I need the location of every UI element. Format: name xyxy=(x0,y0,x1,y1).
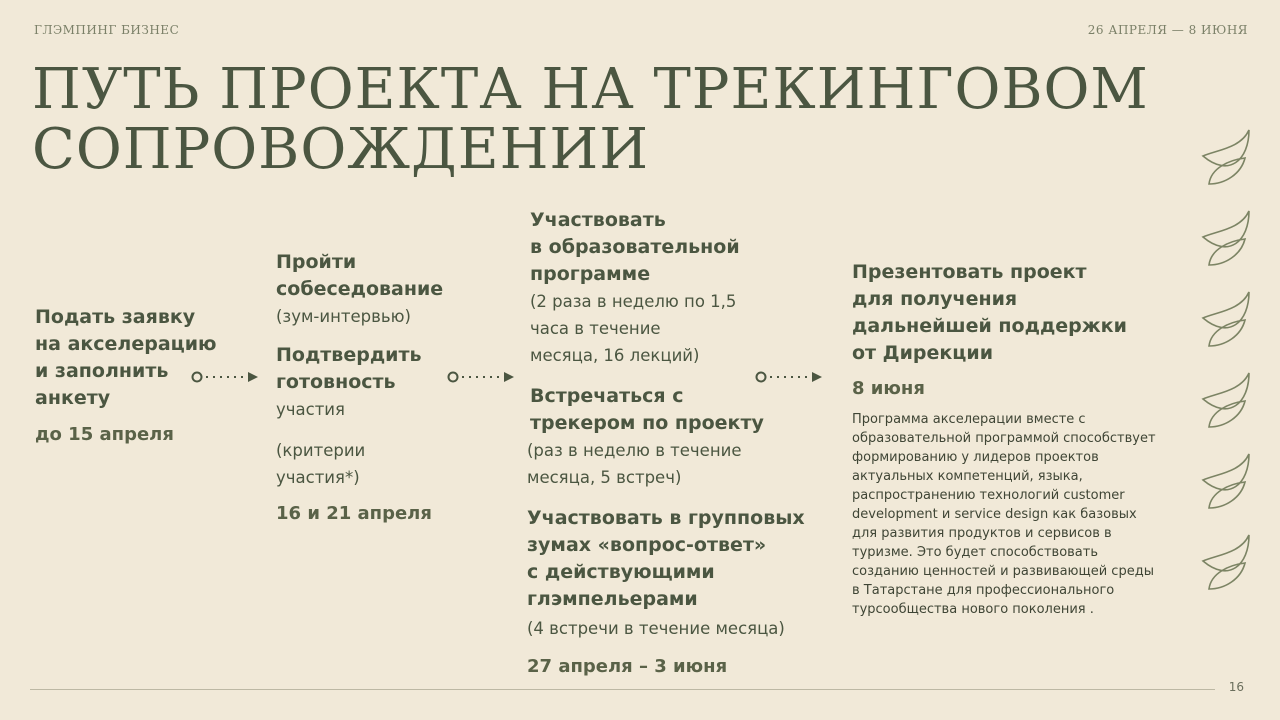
step-apply-date: до 15 апреля xyxy=(35,424,174,445)
step-interview xyxy=(276,249,466,527)
step-presentation-date: 8 июня xyxy=(852,378,925,399)
step-zoom-heading: Участвовать в групповых зумах «вопрос-ответ» с действующими глэмпельерами xyxy=(527,507,805,610)
step-education-note: (2 раза в неделю по 1,5 часа в течение месяца, 16 лекций) xyxy=(530,292,737,365)
date-range-label: 26 АПРЕЛЯ — 8 ИЮНЯ xyxy=(1087,23,1248,37)
brand-label: ГЛЭМПИНГ БИЗНЕС xyxy=(34,23,180,37)
leaf-icon xyxy=(1195,446,1255,511)
step-confirm-note: участия xyxy=(276,400,345,419)
step-tracker-heading: Встречаться с трекером по проекту xyxy=(530,385,764,434)
leaf-icon xyxy=(1195,122,1255,187)
step-interview-date: 16 и 21 апреля xyxy=(276,503,432,524)
dotted-arrow-icon xyxy=(754,370,824,384)
dotted-arrow-icon xyxy=(190,370,260,384)
step-education-date: 27 апреля – 3 июня xyxy=(527,656,728,677)
step-presentation xyxy=(852,259,1192,619)
step-interview-note: (зум-интервью) xyxy=(276,307,411,326)
page-title: ПУТЬ ПРОЕКТА НА ТРЕКИНГОВОМ СОПРОВОЖДЕНИИ xyxy=(32,57,1149,182)
step-presentation-heading: Презентовать проект для получения дальнейшей поддержки от Дирекции xyxy=(852,261,1127,364)
step-zoom-note: (4 встречи в течение месяца) xyxy=(527,619,785,638)
page-number: 16 xyxy=(1228,680,1244,694)
step-confirm-heading: Подтвердить готовность xyxy=(276,344,422,393)
leaf-icon xyxy=(1195,284,1255,349)
dotted-arrow-icon xyxy=(446,370,516,384)
step-education-heading: Участвовать в образовательной программе xyxy=(530,209,740,285)
leaf-icon xyxy=(1195,527,1255,592)
step-education xyxy=(527,207,817,680)
step-criteria-note: (критерии участия*) xyxy=(276,441,366,487)
leaf-icon xyxy=(1195,203,1255,268)
step-interview-heading: Пройти собеседование xyxy=(276,251,444,300)
step-tracker-note: (раз в неделю в течение месяца, 5 встреч) xyxy=(527,441,742,487)
leaf-icon xyxy=(1195,365,1255,430)
footer-divider xyxy=(30,689,1215,690)
program-description: Программа акселерации вместе с образовательной программой способствует формированию у лидеров проектов актуальных компетенций, языка, распространению технологий customer development и service design как базовых для развития продуктов и сервисов в туризме. Это будет способствовать созданию ценностей и развивающей среды в Татарстане для профессионального турсообщества нового поколения . xyxy=(852,412,1156,617)
leaf-decoration xyxy=(1195,122,1265,592)
step-apply-heading: Подать заявку на акселерацию и заполнить анкету xyxy=(35,306,217,409)
